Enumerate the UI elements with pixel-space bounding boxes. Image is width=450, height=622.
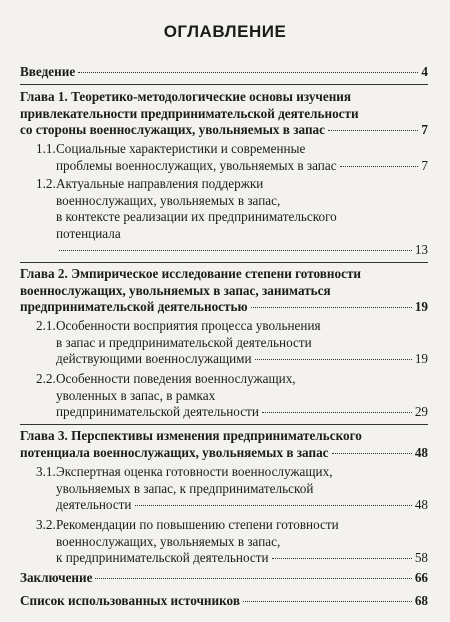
entry-line: в контексте реализации их предпринимательского [56,209,337,224]
entry-label: Введение [20,64,76,79]
entry-last-line [56,242,428,259]
page-number: 13 [414,242,428,257]
entry-last-line [56,158,428,175]
entry-label: проблемы военнослужащих, увольняемых в запас [56,157,337,173]
entry-last-line [56,351,428,368]
leader-dots [272,558,412,559]
page-number: 48 [414,497,428,512]
leader-dots [262,412,412,413]
entry-last-line [20,299,428,316]
toc-entry-conclusion[interactable] [20,570,428,587]
entry-line: Актуальные направления поддержки [56,176,264,191]
section-number: 3.1. [36,464,56,479]
page-number: 4 [421,64,428,79]
entry-line: военнослужащих, увольняемых в запас, заниматься [20,282,331,298]
entry-last-line [20,122,428,139]
entry-line: в запас и предпринимательской деятельности [56,334,312,350]
entry-line: Глава 1. Теоретико-методологические основы изучения [20,89,352,104]
section-number: 2.1. [36,318,56,333]
toc-entry-1-2[interactable] [36,176,428,259]
entry-line: военнослужащих, увольняемых в запас, [56,192,281,208]
toc-entry-3-1[interactable] [36,464,428,514]
toc-entry-intro[interactable] [20,64,428,81]
entry-label: деятельности [56,497,132,512]
toc-entry-2-2[interactable] [36,371,428,421]
page-number: 7 [421,122,428,137]
entry-line: привлекательности предпринимательской деятельности [20,105,359,121]
entry-last-line [20,593,428,610]
toc-entry-chapter-2[interactable] [20,266,428,316]
entry-line: Особенности восприятия процесса увольнения [56,318,321,333]
leader-dots [255,359,412,360]
leader-dots [332,453,412,454]
entry-line: увольняемых в запас, к предпринимательской [56,480,314,496]
page-title: ОГЛАВЛЕНИЕ [163,22,287,41]
entry-label: предпринимательской деятельностью [20,299,248,314]
leader-dots [243,601,412,602]
entry-line: Особенности поведения военнослужащих, [56,371,296,386]
leader-dots [135,505,412,506]
toc-entry-chapter-3[interactable] [20,428,428,461]
leader-dots [340,166,419,167]
page-number: 29 [414,404,428,419]
section-number: 2.2. [36,371,56,386]
page-number: 7 [421,157,428,173]
entry-line: военнослужащих, увольняемых в запас, [56,533,281,549]
entry-last-line [56,550,428,567]
section-number: 1.1. [36,141,56,156]
entry-line: Рекомендации по повышению степени готовности [56,517,339,532]
toc-entry-chapter-1[interactable] [20,89,428,139]
page-number: 19 [414,351,428,366]
section-number: 3.2. [36,517,56,532]
entry-label: со стороны военнослужащих, увольняемых в запас [20,122,325,137]
entry-label: Заключение [20,570,93,585]
leader-dots [328,130,418,131]
entry-last-line [20,570,428,587]
entry-last-line [20,64,428,81]
page-number: 19 [414,299,428,314]
entry-label: потенциала военнослужащих, увольняемых в запас [20,444,329,460]
entry-label: предпринимательской деятельности [56,404,259,419]
entry-label: потенциала [56,225,121,241]
entry-last-line [56,404,428,421]
entry-last-line [56,497,428,514]
entry-label: Список использованных источников [20,593,240,608]
page-number: 66 [414,570,428,585]
entry-line: Глава 3. Перспективы изменения предпринимательского [20,428,362,443]
toc-entry-references[interactable] [20,593,428,610]
divider [20,84,428,85]
leader-dots [59,250,412,251]
leader-dots [78,72,418,73]
toc-entry-1-1[interactable] [36,141,428,174]
entry-line: Экспертная оценка готовности военнослужащих, [56,464,333,479]
toc-entry-2-1[interactable] [36,318,428,368]
entry-line: Социальные характеристики и современные [56,141,306,156]
entry-last-line [20,445,428,462]
section-number: 1.2. [36,176,56,191]
entry-last-line [56,226,428,243]
divider [20,262,428,263]
leader-dots [95,578,411,579]
entry-line: уволенных в запас, в рамках [56,387,216,403]
leader-dots [251,307,412,308]
entry-label: к предпринимательской деятельности [56,550,269,565]
page-number: 58 [414,550,428,565]
toc-entry-3-2[interactable] [36,517,428,567]
entry-label: действующими военнослужащими [56,351,252,366]
page-number: 48 [414,444,428,460]
divider [20,424,428,425]
entry-line: Глава 2. Эмпирическое исследование степени готовности [20,266,362,281]
page-number: 68 [414,593,428,608]
